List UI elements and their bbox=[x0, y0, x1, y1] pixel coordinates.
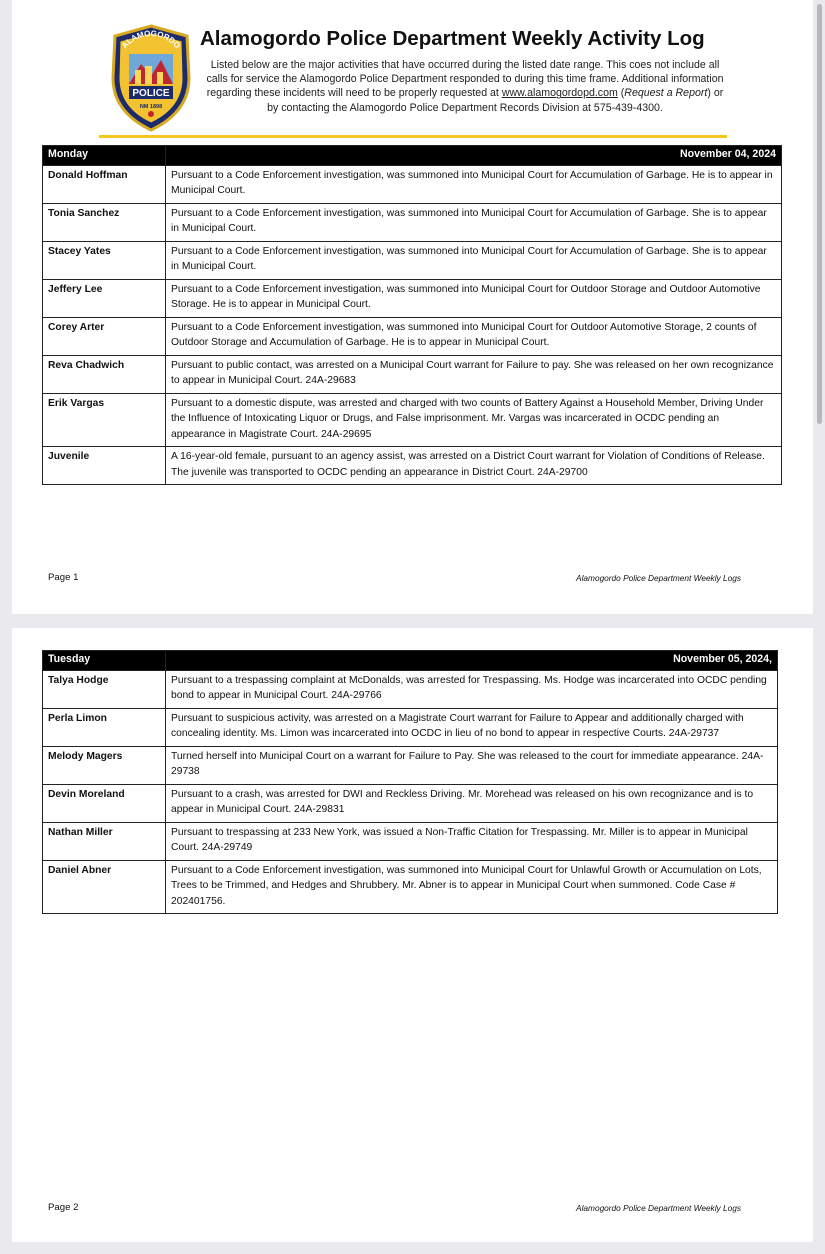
activity-text: A 16-year-old female, pursuant to an agency assist, was arrested on a District Court warrant for Violation of Conditions of Release. The juvenile was transported to OCDC pending an appearance in District Court. 24A-29700 bbox=[166, 447, 782, 485]
person-name: Donald Hoffman bbox=[43, 165, 166, 203]
police-badge-logo bbox=[107, 24, 195, 132]
document-title: Alamogordo Police Department Weekly Activity Log bbox=[200, 27, 705, 50]
person-name: Reva Chadwich bbox=[43, 355, 166, 393]
intro-text-2: ( bbox=[617, 87, 625, 100]
person-name: Erik Vargas bbox=[43, 393, 166, 447]
table-row bbox=[43, 822, 778, 860]
table-row bbox=[43, 860, 778, 914]
table-row bbox=[43, 203, 782, 241]
footer-title: Alamogordo Police Department Weekly Logs bbox=[576, 1203, 741, 1213]
activity-text: Pursuant to a crash, was arrested for DWI and Reckless Driving. Mr. Morehead was released on his own recognizance and is to appear in Municipal Court. 24A-29831 bbox=[166, 784, 778, 822]
activity-text: Turned herself into Municipal Court on a warrant for Failure to Pay. She was released to the court for immediate appearance. 24A-29738 bbox=[166, 746, 778, 784]
activity-text: Pursuant to a Code Enforcement investigation, was summoned into Municipal Court for Outdoor Storage and Outdoor Automotive Storage. He is to appear in Municipal Court. bbox=[166, 279, 782, 317]
document-page-1 bbox=[12, 0, 813, 614]
person-name: Jeffery Lee bbox=[43, 279, 166, 317]
activity-text: Pursuant to suspicious activity, was arrested on a Magistrate Court warrant for Failure to Appear and additionally charged with concealing identity. Ms. Limon was incarcerated into OCDC in lieu of no bond to appear in respective Courts. 24A-29737 bbox=[166, 708, 778, 746]
table-row bbox=[43, 241, 782, 279]
scrollbar[interactable] bbox=[817, 4, 822, 424]
footer-title: Alamogordo Police Department Weekly Logs bbox=[576, 573, 741, 583]
request-report-text: Request a Report bbox=[624, 87, 708, 100]
person-name: Stacey Yates bbox=[43, 241, 166, 279]
activity-text: Pursuant to a Code Enforcement investigation, was summoned into Municipal Court for Outdoor Automotive Storage, 2 counts of Outdoor Storage and Accumulation of Garbage. He is to appear in Municipal Court. bbox=[166, 317, 782, 355]
table-header-row bbox=[43, 651, 778, 671]
intro-text-1: Listed below are the major activities that have occurred during the listed date range. This coes not include all calls for service the Alamogordo Police Department responded to during this time frame. Additional information regarding these incidents will need to be properly requested at bbox=[206, 59, 724, 100]
person-name: Devin Moreland bbox=[43, 784, 166, 822]
table-header-row bbox=[43, 146, 782, 166]
person-name: Perla Limon bbox=[43, 708, 166, 746]
table-row bbox=[43, 393, 782, 447]
person-name: Daniel Abner bbox=[43, 860, 166, 914]
monday-log-table bbox=[42, 145, 782, 485]
header-divider bbox=[99, 135, 727, 138]
table-row bbox=[43, 746, 778, 784]
table-row bbox=[43, 355, 782, 393]
person-name: Talya Hodge bbox=[43, 670, 166, 708]
activity-text: Pursuant to a trespassing complaint at McDonalds, was arrested for Trespassing. Ms. Hodge was incarcerated into OCDC pending bond to appear in Municipal Court. 24A-29766 bbox=[166, 670, 778, 708]
person-name: Tonia Sanchez bbox=[43, 203, 166, 241]
table-row bbox=[43, 447, 782, 485]
logo-bottom-text: NM 1898 bbox=[139, 104, 163, 110]
tuesday-log-table bbox=[42, 650, 778, 914]
activity-text: Pursuant to trespassing at 233 New York, was issued a Non-Traffic Citation for Trespassing. Mr. Miller is to appear in Municipal Court. 24A-29749 bbox=[166, 822, 778, 860]
document-page-2 bbox=[12, 628, 813, 1242]
person-name: Corey Arter bbox=[43, 317, 166, 355]
activity-text: Pursuant to a Code Enforcement investigation, was summoned into Municipal Court for Unlawful Growth or Accumulation on Lots, Trees to be Trimmed, and Hedges and Shrubbery. Mr. Abner is to appear in Municipal Court when summoned. Code Case # 202401756. bbox=[166, 860, 778, 914]
person-name: Nathan Miller bbox=[43, 822, 166, 860]
table-row bbox=[43, 317, 782, 355]
person-name: Melody Magers bbox=[43, 746, 166, 784]
intro-paragraph bbox=[200, 58, 730, 115]
table-row bbox=[43, 279, 782, 317]
intro-text-3: ) or by contacting the Alamogordo Police Department Records Division at 575-439-4300. bbox=[267, 87, 724, 114]
activity-text: Pursuant to a Code Enforcement investigation, was summoned into Municipal Court for Accumulation of Garbage. She is to appear in Municipal Court. bbox=[166, 241, 782, 279]
day-label: Tuesday bbox=[43, 651, 166, 671]
logo-top-text: ALAMOGORDO bbox=[119, 28, 183, 51]
table-row bbox=[43, 708, 778, 746]
table-row bbox=[43, 784, 778, 822]
page-number: Page 1 bbox=[48, 572, 79, 583]
table-row bbox=[43, 165, 782, 203]
person-name: Juvenile bbox=[43, 447, 166, 485]
date-label: November 04, 2024 bbox=[166, 146, 782, 166]
page-number: Page 2 bbox=[48, 1202, 79, 1213]
date-label: November 05, 2024, bbox=[166, 651, 778, 671]
activity-text: Pursuant to a Code Enforcement investigation, was summoned into Municipal Court for Accumulation of Garbage. She is to appear in Municipal Court. bbox=[166, 203, 782, 241]
day-label: Monday bbox=[43, 146, 166, 166]
website-link[interactable]: www.alamogordopd.com bbox=[501, 87, 618, 100]
activity-text: Pursuant to a Code Enforcement investigation, was summoned into Municipal Court for Accumulation of Garbage. He is to appear in Municipal Court. bbox=[166, 165, 782, 203]
activity-text: Pursuant to public contact, was arrested on a Municipal Court warrant for Failure to pay. She was released on her own recognizance to appear in Municipal Court. 24A-29683 bbox=[166, 355, 782, 393]
logo-center-text: POLICE bbox=[132, 88, 170, 99]
activity-text: Pursuant to a domestic dispute, was arrested and charged with two counts of Battery Against a Household Member, Driving Under the Influence of Intoxicating Liquor or Drugs, and False imprisonment. Mr. Vargas was incarcerated in OCDC pending an appearance in Magistrate Court. 24A-29695 bbox=[166, 393, 782, 447]
table-row bbox=[43, 670, 778, 708]
